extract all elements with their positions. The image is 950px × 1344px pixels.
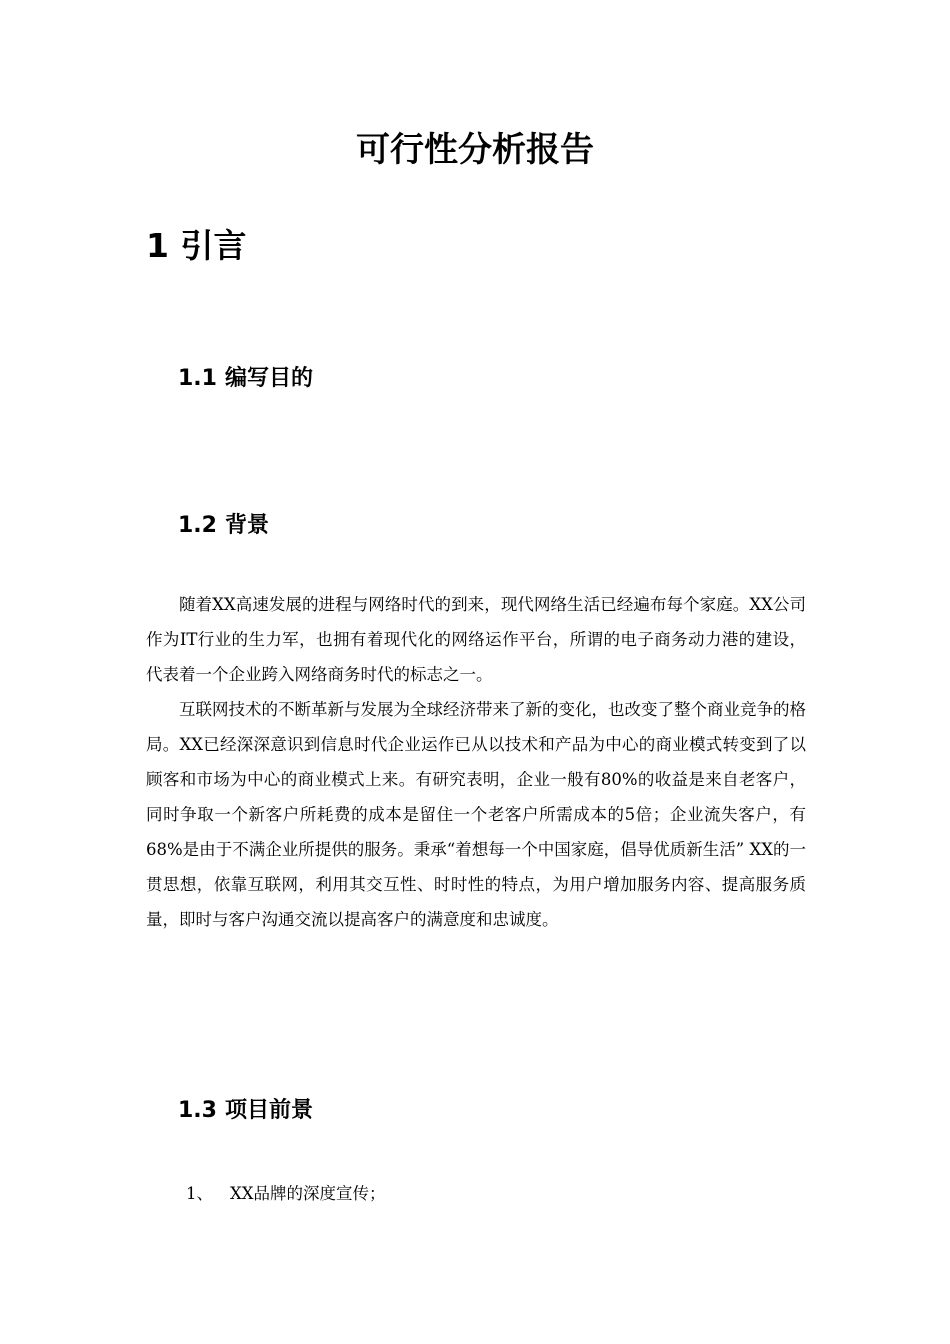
document-title: 可行性分析报告 (356, 130, 594, 170)
chapter-title: 引言 (180, 226, 247, 265)
chapter-number: 1 (146, 226, 169, 265)
background-paragraph-2: 互联网技术的不断革新与发展为全球经济带来了新的变化，也改变了整个商业竞争的格局。XX已经深深意识到信息时代企业运作已从以技术和产品为中心的商业模式转变到了以顾客和市场为中心的商业模式上来。有研究表明，企业一般有80%的收益是来自老客户，同时争取一个新客户所耗费的成本是留住一个老客户所需成本的5倍；企业流失客户，有68%是由于不满企业所提供的服务。秉承“着想每一个中国家庭，倡导优质新生活” XX的一贯思想，依靠互联网，利用其交互性、时时性的特点，为用户增加服务内容、提高服务质量，即时与客户沟通交流以提高客户的满意度和忠诚度。 (146, 700, 806, 929)
section-heading-prospects (178, 1096, 313, 1126)
background-body (146, 587, 806, 937)
section-title: 项目前景 (224, 1098, 313, 1123)
section-number: 1.1 (178, 366, 217, 391)
list-marker: 1、 (186, 1184, 213, 1203)
chapter-heading-introduction (146, 224, 246, 268)
section-number: 1.2 (178, 513, 217, 538)
section-title: 编写目的 (224, 366, 313, 391)
section-number: 1.3 (178, 1098, 217, 1123)
section-heading-background (178, 511, 269, 541)
list-item (186, 1176, 386, 1211)
list-item-text: XX品牌的深度宣传； (230, 1184, 386, 1203)
background-paragraph-1: 随着XX高速发展的进程与网络时代的到来，现代网络生活已经遍布每个家庭。XX公司作为IT行业的生力军，也拥有着现代化的网络运作平台，所谓的电子商务动力港的建设，代表着一个企业跨入网络商务时代的标志之一。 (146, 595, 806, 684)
section-heading-purpose (178, 364, 313, 394)
section-title: 背景 (224, 513, 269, 538)
